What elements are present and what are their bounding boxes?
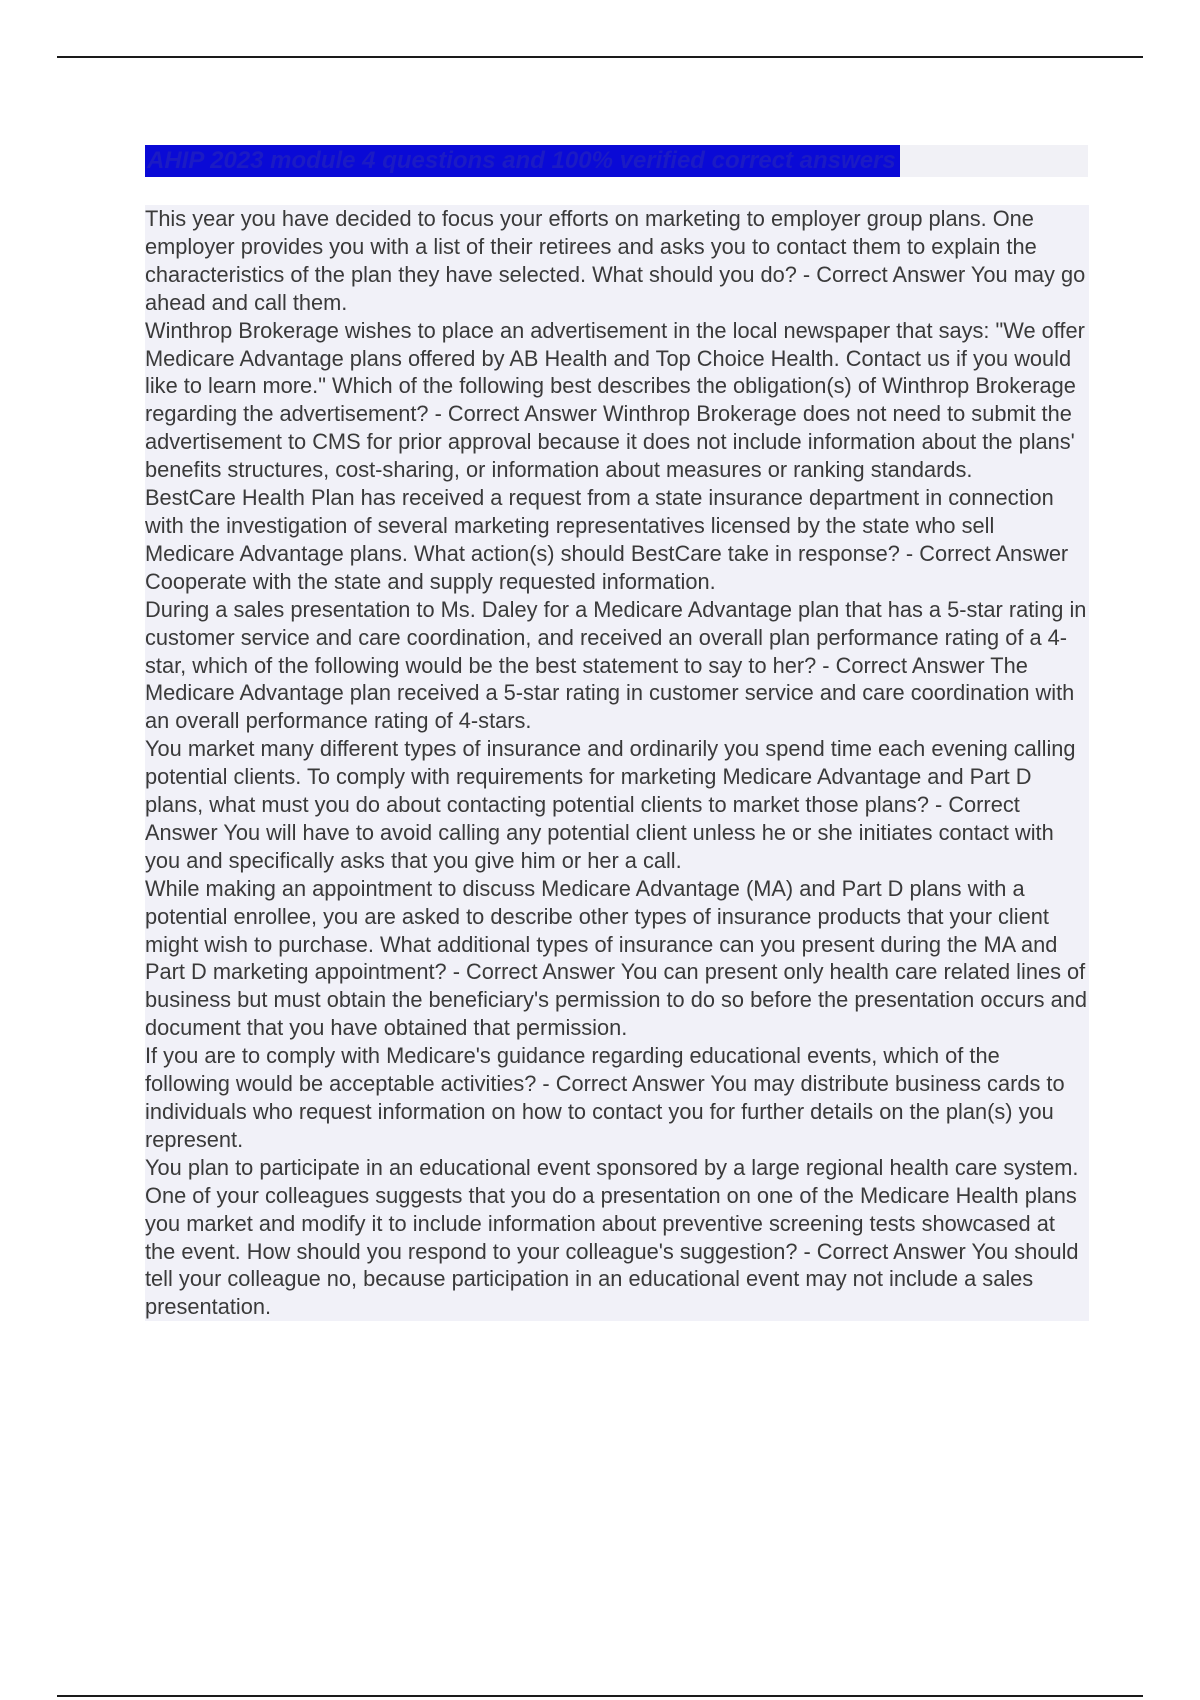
title-row <box>145 145 1088 177</box>
document-title: AHIP 2023 module 4 questions and 100% verified correct answers <box>145 145 900 177</box>
footer-rule <box>57 1695 1143 1697</box>
header-rule <box>57 56 1143 58</box>
qa-paragraph-5: You market many different types of insurance and ordinarily you spend time each evening calling potential clients. To comply with requirements for marketing Medicare Advantage and Part D plans, what must you do about contacting potential clients to market those plans? - Correct Answer You will have to avoid calling any potential client unless he or she initiates contact with you and specifically asks that you give him or her a call. <box>145 735 1089 875</box>
document-body <box>145 145 1089 1321</box>
qa-paragraph-2: Winthrop Brokerage wishes to place an advertisement in the local newspaper that says: "We offer Medicare Advantage plans offered by AB Health and Top Choice Health. Contact us if you would like to learn more." Which of the following best describes the obligation(s) of Winthrop Brokerage regarding the advertisement? - Correct Answer Winthrop Brokerage does not need to submit the advertisement to CMS for prior approval because it does not include information about the plans' benefits structures, cost-sharing, or information about measures or ranking standards. <box>145 317 1089 484</box>
qa-paragraph-1: This year you have decided to focus your efforts on marketing to employer group plans. One employer provides you with a list of their retirees and asks you to contact them to explain the characteristics of the plan they have selected. What should you do? - Correct Answer You may go ahead and call them. <box>145 205 1089 317</box>
qa-paragraph-4: During a sales presentation to Ms. Daley for a Medicare Advantage plan that has a 5-star rating in customer service and care coordination, and received an overall plan performance rating of a 4-star, which of the following would be the best statement to say to her? - Correct Answer The Medicare Advantage plan received a 5-star rating in customer service and care coordination with an overall performance rating of 4-stars. <box>145 596 1089 736</box>
qa-content <box>145 205 1089 1321</box>
qa-paragraph-6: While making an appointment to discuss Medicare Advantage (MA) and Part D plans with a potential enrollee, you are asked to describe other types of insurance products that your client might wish to purchase. What additional types of insurance can you present during the MA and Part D marketing appointment? - Correct Answer You can present only health care related lines of business but must obtain the beneficiary's permission to do so before the presentation occurs and document that you have obtained that permission. <box>145 875 1089 1042</box>
qa-paragraph-8: You plan to participate in an educational event sponsored by a large regional health care system. One of your colleagues suggests that you do a presentation on one of the Medicare Health plans you market and modify it to include information about preventive screening tests showcased at the event. How should you respond to your colleague's suggestion? - Correct Answer You should tell your colleague no, because participation in an educational event may not include a sales presentation. <box>145 1154 1089 1321</box>
qa-paragraph-7: If you are to comply with Medicare's guidance regarding educational events, which of the following would be acceptable activities? - Correct Answer You may distribute business cards to individuals who request information on how to contact you for further details on the plan(s) you represent. <box>145 1042 1089 1154</box>
qa-paragraph-3: BestCare Health Plan has received a request from a state insurance department in connection with the investigation of several marketing representatives licensed by the state who sell Medicare Advantage plans. What action(s) should BestCare take in response? - Correct Answer Cooperate with the state and supply requested information. <box>145 484 1089 596</box>
